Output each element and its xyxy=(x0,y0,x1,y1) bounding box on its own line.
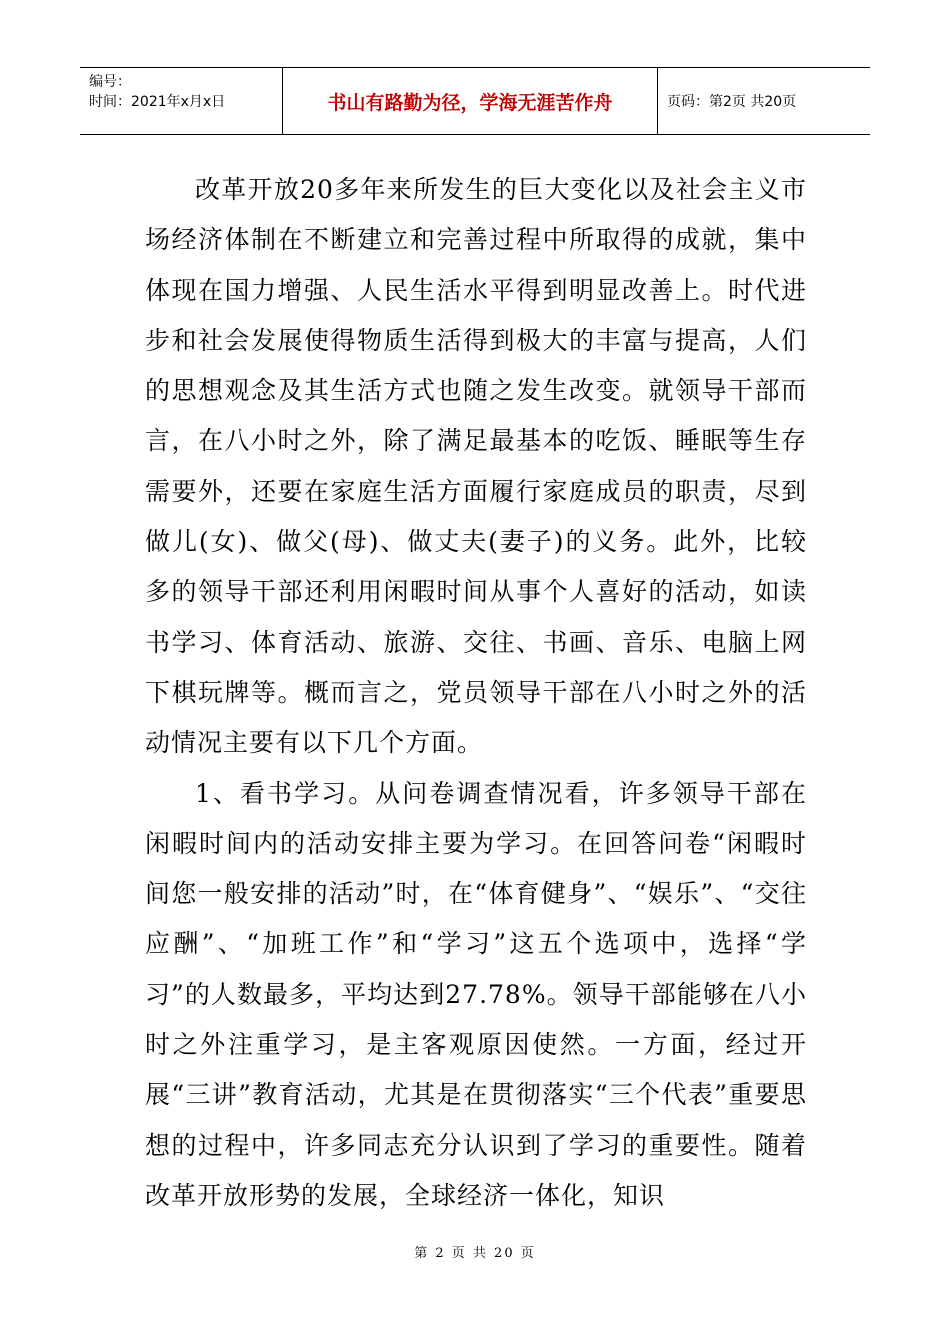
header-meta-cell xyxy=(80,68,283,134)
paragraph-reading-study: 1、看书学习。从问卷调查情况看，许多领导干部在闲暇时间内的活动安排主要为学习。在回答问卷“闲暇时间您一般安排的活动”时，在“体育健身”、“娱乐”、“交往应酬”、“加班工作”和“学习”这五个选项中，选择“学习”的人数最多，平均达到27.78%。领导干部能够在八小时之外注重学习，是主客观原因使然。一方面，经过开展“三讲”教育活动，尤其是在贯彻落实“三个代表”重要思想的过程中，许多同志充分认识到了学习的重要性。随着改革开放形势的发展，全球经济一体化，知识 xyxy=(145,778,807,1210)
document-body xyxy=(145,165,807,1221)
page-footer: 第 2 页 共 20 页 xyxy=(414,1246,536,1261)
header-motto: 书山有路勤为径，学海无涯苦作舟 xyxy=(283,68,658,134)
header-table xyxy=(80,67,870,135)
paragraph-intro: 改革开放20多年来所发生的巨大变化以及社会主义市场经济体制在不断建立和完善过程中所取得的成就，集中体现在国力增强、人民生活水平得到明显改善上。时代进步和社会发展使得物质生活得到极大的丰富与提高，人们的思想观念及其生活方式也随之发生改变。就领导干部而言，在八小时之外，除了满足最基本的吃饭、睡眠等生存需要外，还要在家庭生活方面履行家庭成员的职责，尽到做儿(女)、做父(母)、做丈夫(妻子)的义务。此外，比较多的领导干部还利用闲暇时间从事个人喜好的活动，如读书学习、体育活动、旅游、交往、书画、音乐、电脑上网下棋玩牌等。概而言之，党员领导干部在八小时之外的活动情况主要有以下几个方面。 xyxy=(145,175,807,758)
document-number-label: 编号： xyxy=(89,74,131,90)
header-page-info: 页码：第2页 共20页 xyxy=(667,94,797,110)
document-time-label: 时间：2021年x月x日 xyxy=(89,94,226,110)
